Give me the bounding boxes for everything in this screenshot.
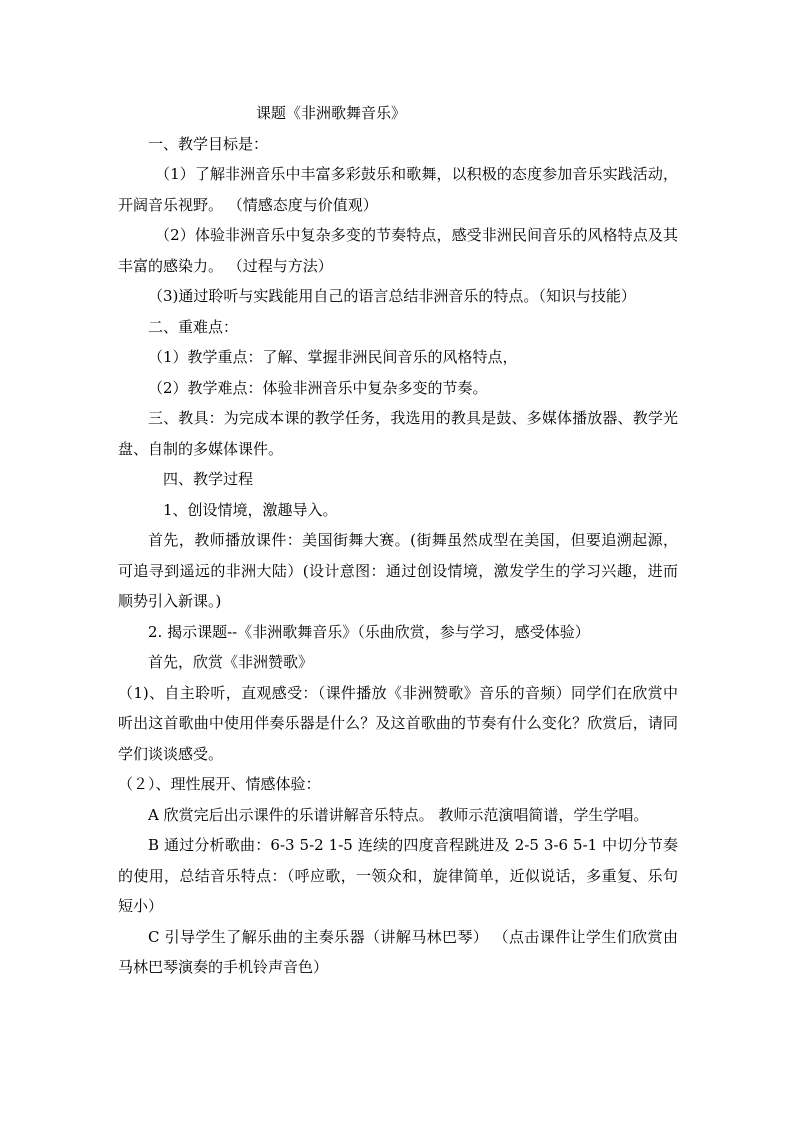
step-1-heading: 1、创设情境，激趣导入。 — [163, 500, 338, 519]
step-2-item-1: （1)、自主聆听，直观感受：（课件播放《非洲赞歌》音乐的音频）同学们在欣赏中听出这首歌曲中使用伴奏乐器是什么？及这首歌曲的节奏有什么变化？欣赏后，请同学们谈谈感受。 — [118, 683, 678, 763]
document-body — [118, 98, 678, 983]
objective-2: （2）体验非洲音乐中复杂多变的节奏特点，感受非洲民间音乐的风格特点及其丰富的感染力。 （过程与方法） — [118, 226, 678, 275]
section-teaching-aids: 三、教具：为完成本课的教学任务，我选用的教具是鼓、多媒体播放器、教学光盘、自制的多媒体课件。 — [118, 409, 678, 458]
section-heading-key-points: 二、重难点： — [148, 317, 239, 336]
step-2-heading: 2. 揭示课题--《非洲歌舞音乐》（乐曲欣赏，参与学习，感受体验） — [148, 622, 590, 641]
objective-3: （3)通过聆听与实践能用自己的语言总结非洲音乐的特点。（知识与技能） — [148, 287, 636, 305]
step-2-item-c: C 引导学生了解乐曲的主奏乐器（讲解马林巴琴） （点击课件让学生们欣赏由马林巴琴演奏的手机铃声音色） — [118, 927, 678, 976]
document-title: 课题《非洲歌舞音乐》 — [256, 104, 407, 122]
key-point-2: （2）教学难点：体验非洲音乐中复杂多变的节奏。 — [148, 378, 488, 397]
objective-1: （1）了解非洲音乐中丰富多彩鼓乐和歌舞，以积极的态度参加音乐实践活动，开阔音乐视野。 （情感态度与价值观） — [118, 165, 678, 214]
section-heading-objectives: 一、教学目标是： — [148, 134, 269, 153]
step-1-body: 首先，教师播放课件：美国街舞大赛。(街舞虽然成型在美国，但要追溯起源，可追寻到遥远的非洲大陆）(设计意图：通过创设情境，激发学生的学习兴趣，进而顺势引入新课。) — [118, 531, 678, 610]
key-point-1: （1）教学重点：了解、掌握非洲民间音乐的风格特点， — [148, 348, 518, 366]
step-2-item-b: B 通过分析歌曲：6-3 5-2 1-5 连续的四度音程跳进及 2-5 3-6 5-1 中切分节奏的使用，总结音乐特点：（呼应歌，一领众和，旋律简单，近似说话，多重复、乐句短小） — [118, 836, 678, 915]
step-2-item-a: A 欣赏完后出示课件的乐谱讲解音乐特点。 教师示范演唱简谱，学生学唱。 — [148, 805, 649, 824]
step-2-intro: 首先，欣赏《非洲赞歌》 — [148, 653, 314, 671]
step-2-item-2: （２）、理性展开、情感体验： — [118, 775, 321, 793]
section-heading-process: 四、教学过程 — [163, 470, 254, 488]
